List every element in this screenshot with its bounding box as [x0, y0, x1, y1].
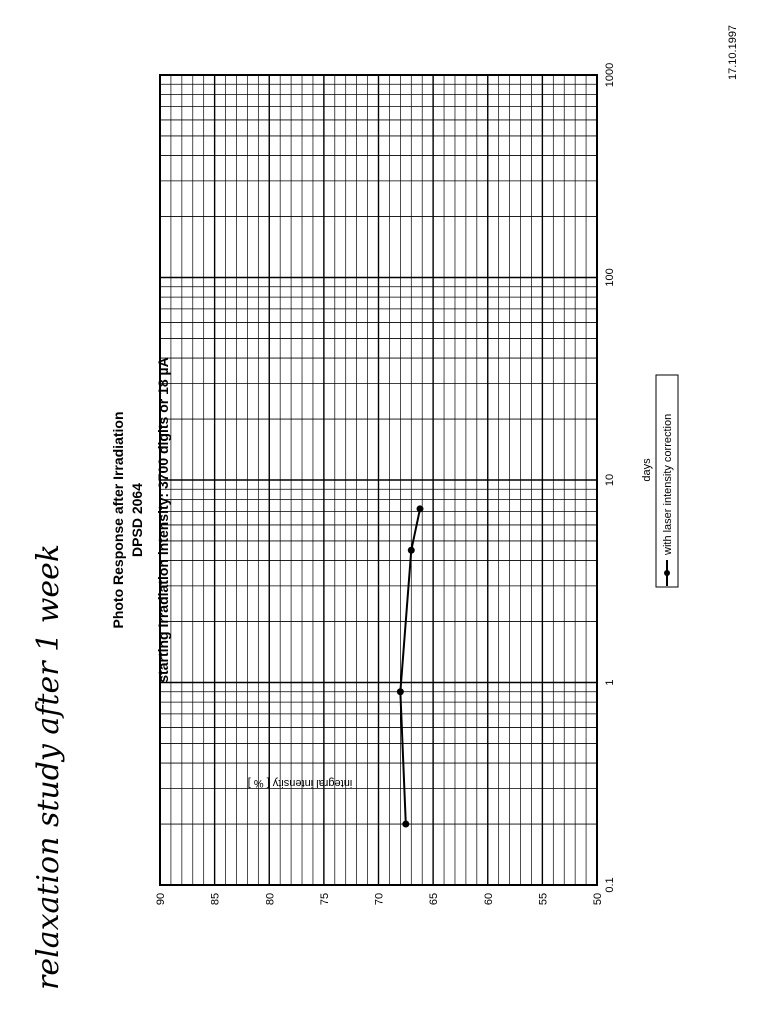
chart-title: Photo Response after Irradiation — [110, 411, 126, 629]
y-tick-label: 70 — [373, 892, 386, 906]
series-line — [400, 509, 420, 824]
x-axis-label: days — [641, 458, 653, 482]
plot-grid — [160, 75, 597, 885]
y-tick-label: 50 — [592, 892, 604, 906]
y-tick-label: 80 — [264, 892, 277, 906]
x-tick-label: 1 — [604, 679, 616, 686]
y-tick-label: 85 — [209, 892, 222, 906]
y-tick-label: 75 — [318, 892, 331, 906]
y-axis-label: integral intensity [ % ] — [247, 777, 353, 789]
y-tick-labels — [155, 893, 604, 905]
date-label: 17.10.1997 — [727, 24, 739, 80]
data-point — [408, 547, 415, 554]
x-tick-label: 10 — [604, 473, 616, 487]
y-tick-label: 65 — [428, 892, 441, 906]
data-point — [417, 505, 424, 512]
legend-entry: with laser intensity correction — [662, 413, 674, 555]
x-tick-label: 100 — [604, 268, 616, 287]
y-tick-label: 55 — [537, 892, 550, 906]
data-point — [402, 821, 409, 828]
data-series — [397, 505, 424, 827]
y-tick-label: 60 — [482, 892, 495, 906]
data-point — [397, 688, 404, 695]
x-tick-label: 0.1 — [604, 877, 616, 893]
chart-subtitle-2: starting Irradiation intensity: 3700 digits or 18 µA — [155, 357, 171, 683]
x-tick-label: 1000 — [604, 62, 616, 88]
handwritten-note: relaxation study after 1 week — [31, 543, 66, 990]
y-tick-label: 90 — [155, 892, 167, 906]
chart-subtitle: DPSD 2064 — [129, 483, 145, 557]
legend-marker — [664, 570, 670, 576]
legend — [656, 375, 678, 587]
x-tick-labels — [604, 63, 616, 893]
